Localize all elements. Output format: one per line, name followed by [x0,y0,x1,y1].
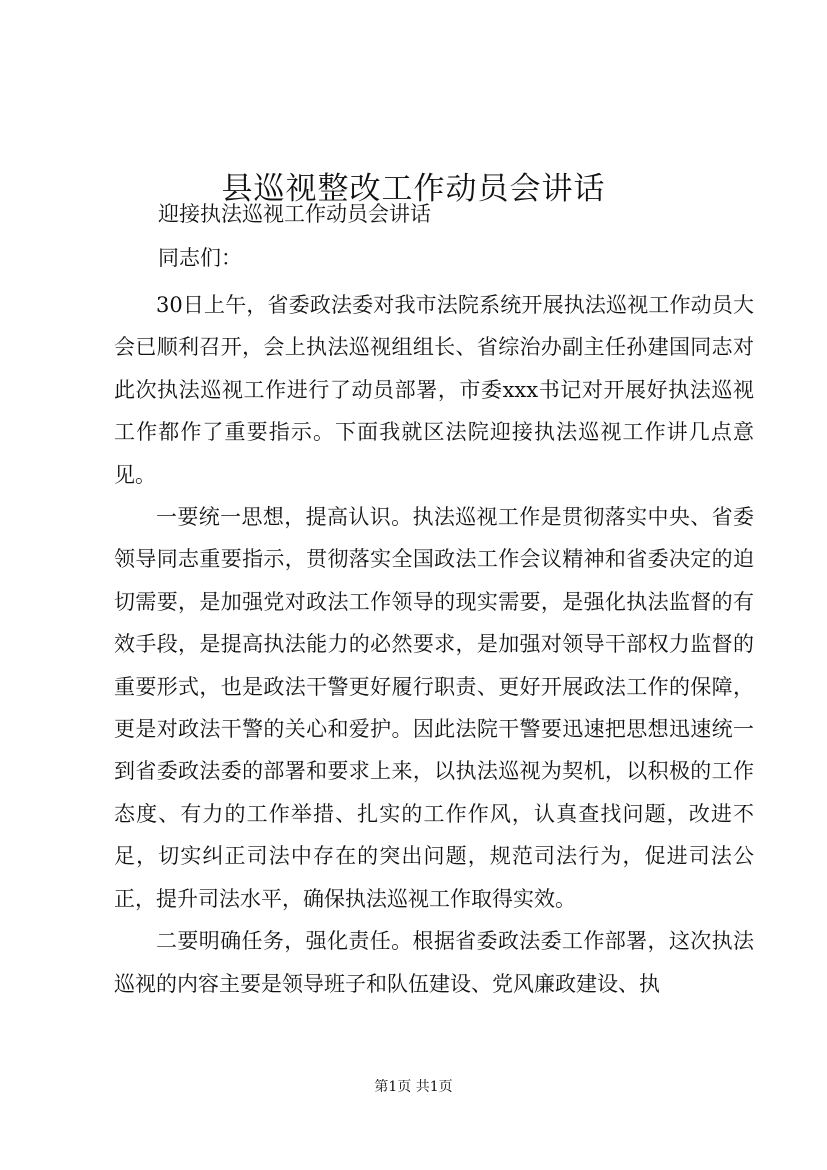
paragraph-3: 二要明确任务，强化责任。根据省委政法委工作部署，这次执法巡视的内容主要是领导班子和队伍建设、党风廉政建设、执 [114,929,754,996]
salutation: 同志们： [158,246,242,270]
paragraph-1: 30日上午，省委政法委对我市法院系统开展执法巡视工作动员大会已顺利召开，会上执法巡视组组长、省综治办副主任孙建国同志对此次执法巡视工作进行了动员部署，市委xxx书记对开展好执法巡视工作都作了重要指示。下面我就区法院迎接执法巡视工作讲几点意见。 [114,293,754,487]
paragraph-2: 一要统一思想，提高认识。执法巡视工作是贯彻落实中央、省委领导同志重要指示，贯彻落实全国政法工作会议精神和省委决定的迫切需要，是加强党对政法工作领导的现实需要，是强化执法监督的有效手段，是提高执法能力的必然要求，是加强对领导干部权力监督的重要形式，也是政法干警更好履行职责、更好开展政法工作的保障，更是对政法干警的关心和爱护。因此法院干警要迅速把思想迅速统一到省委政法委的部署和要求上来，以执法巡视为契机，以积极的工作态度、有力的工作举措、扎实的工作作风，认真查找问题，改进不足，切实纠正司法中存在的突出问题，规范司法行为，促进司法公正，提升司法水平，确保执法巡视工作取得实效。 [114,505,754,911]
document-body [114,284,754,1005]
document-subtitle: 迎接执法巡视工作动员会讲话 [158,202,431,226]
page-number-footer: 第1页 共1页 [374,1079,453,1095]
document-title: 县巡视整改工作动员会讲话 [221,170,606,207]
